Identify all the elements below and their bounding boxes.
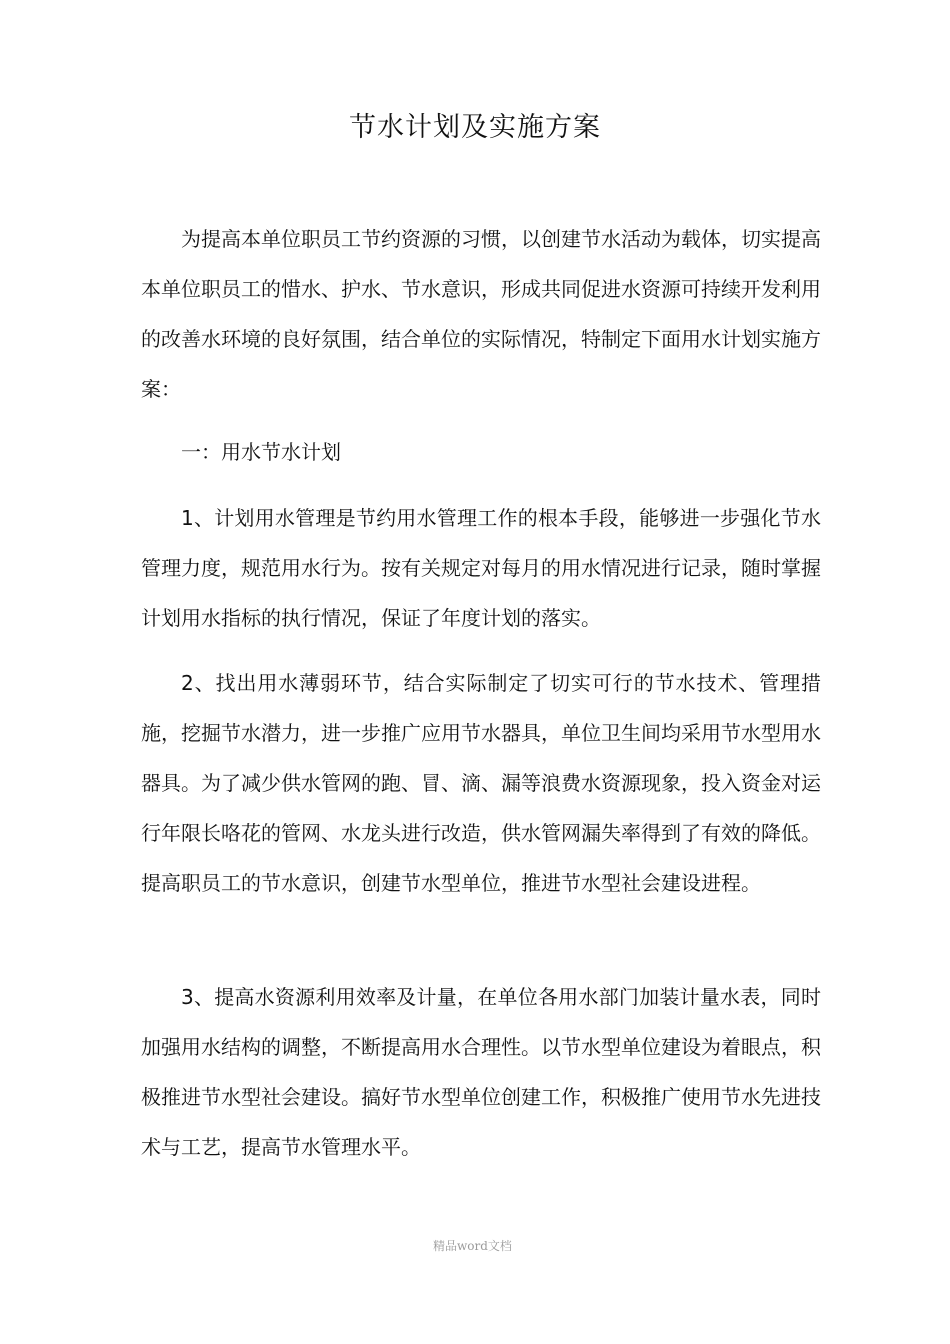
page-footer-watermark: 精品word文档: [433, 1239, 512, 1253]
intro-paragraph: 为提高本单位职员工节约资源的习惯，以创建节水活动为载体，切实提高本单位职员工的惜水、护水、节水意识，形成共同促进水资源可持续开发利用的改善水环境的良好氛围，结合单位的实际情况，特制定下面用水计划实施方案：: [141, 227, 821, 401]
plan-item-1: 1、计划用水管理是节约用水管理工作的根本手段，能够进一步强化节水管理力度，规范用水行为。按有关规定对每月的用水情况进行记录，随时掌握计划用水指标的执行情况，保证了年度计划的落实。: [141, 506, 821, 630]
plan-item-3: 3、提高水资源利用效率及计量，在单位各用水部门加装计量水表，同时加强用水结构的调整，不断提高用水合理性。以节水型单位建设为着眼点，积极推进节水型社会建设。搞好节水型单位创建工作，积极推广使用节水先进技术与工艺，提高节水管理水平。: [141, 985, 821, 1159]
section-heading: 一：用水节水计划: [181, 440, 341, 464]
document-title: 节水计划及实施方案: [349, 112, 601, 143]
plan-item-2: 2、找出用水薄弱环节，结合实际制定了切实可行的节水技术、管理措施，挖掘节水潜力，进一步推广应用节水器具，单位卫生间均采用节水型用水器具。为了减少供水管网的跑、冒、滴、漏等浪费水资源现象，投入资金对运行年限长咯花的管网、水龙头进行改造，供水管网漏失率得到了有效的降低。提高职员工的节水意识，创建节水型单位，推进节水型社会建设进程。: [141, 671, 821, 895]
